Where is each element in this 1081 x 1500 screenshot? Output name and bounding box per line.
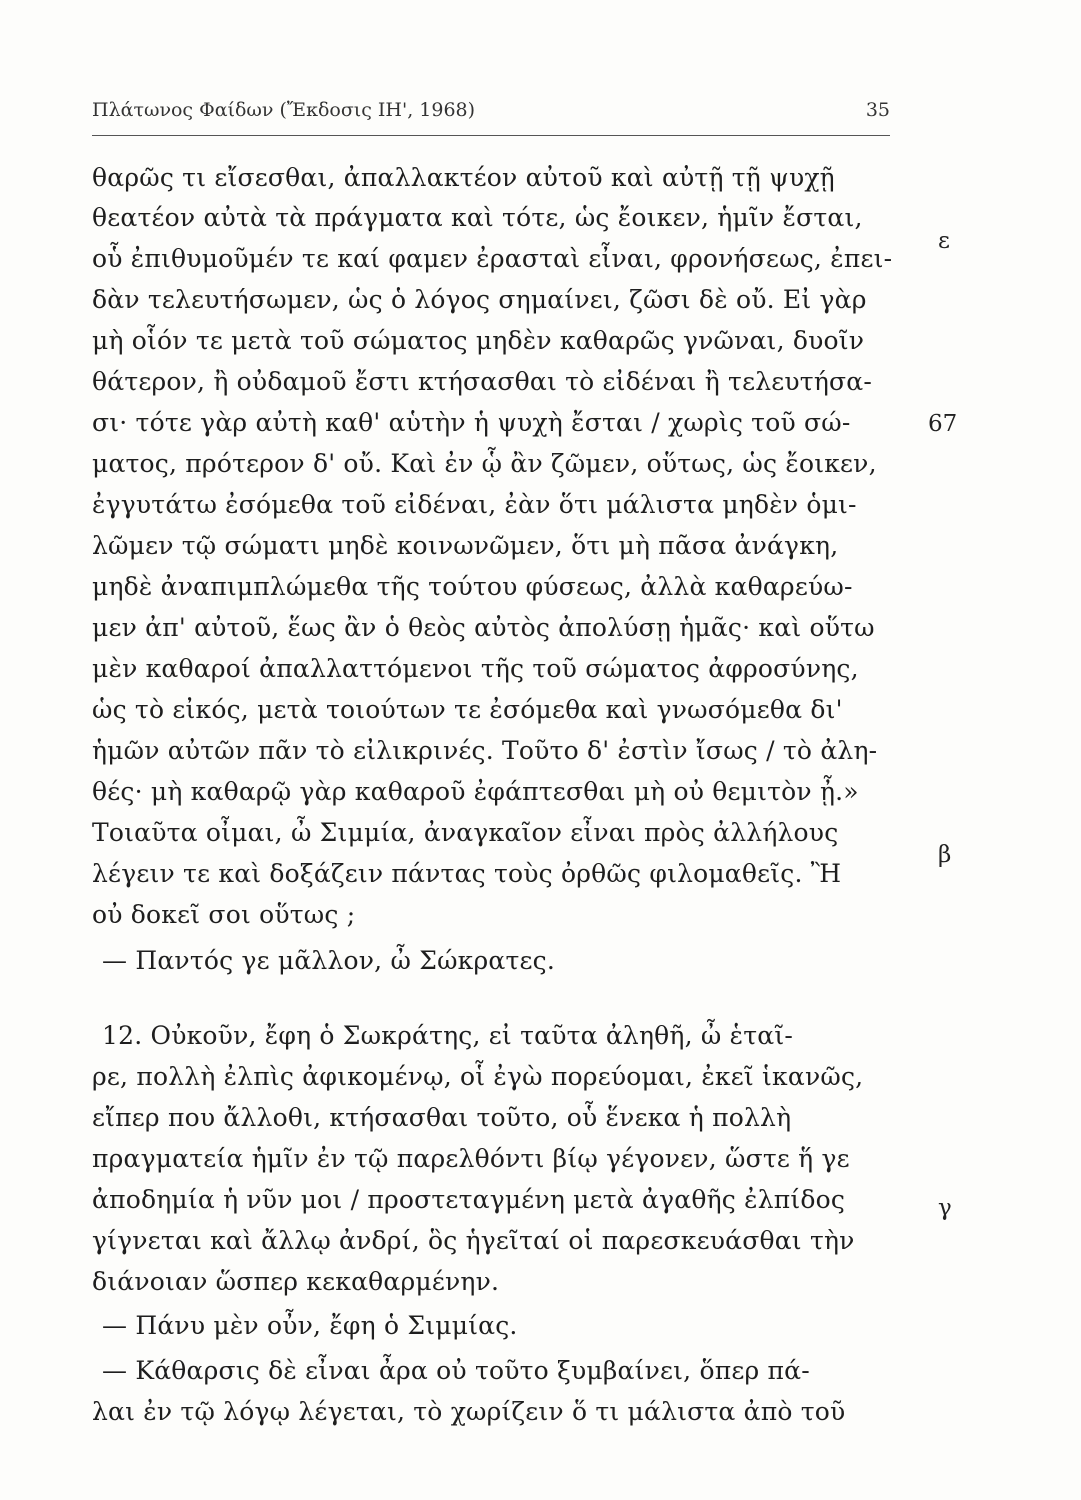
text-line: διάνοιαν ὥσπερ κεκαθαρμένην. <box>92 1267 500 1296</box>
dialogue-line: — Παντός γε μᾶλλον, ὦ Σώκρατες. <box>102 946 555 975</box>
text-line: θεατέον αὐτὰ τὰ πράγματα καὶ τότε, ὡς ἔοικεν, ἡμῖν ἔσται, <box>92 203 863 232</box>
dialogue-line: — Πάνυ μὲν οὖν, ἔφη ὁ Σιμμίας. <box>102 1311 518 1340</box>
text-line: πραγματεία ἡμῖν ἐν τῷ παρελθόντι βίῳ γέγονεν, ὥστε ἥ γε <box>92 1144 850 1173</box>
text-line: ἡμῶν αὐτῶν πᾶν τὸ εἰλικρινές. Τοῦτο δ' ἐστὶν ἴσως / τὸ ἀλη- <box>92 736 878 765</box>
text-line: μὲν καθαροί ἀπαλλαττόμενοι τῆς τοῦ σώματος ἀφροσύνης, <box>92 654 859 683</box>
text-line: δὰν τελευτήσωμεν, ὡς ὁ λόγος σημαίνει, ζῶσι δὲ οὔ. Εἰ γὰρ <box>92 285 867 314</box>
text-line: ὡς τὸ εἰκός, μετὰ τοιούτων τε ἐσόμεθα καὶ γνωσόμεθα δι' <box>92 695 843 724</box>
margin-marker-b: β <box>938 842 952 868</box>
section-12-start: 12. Οὐκοῦν, ἔφη ὁ Σωκράτης, εἰ ταῦτα ἀληθῆ, ὦ ἑταῖ- <box>102 1021 793 1050</box>
text-line: μεν ἀπ' αὐτοῦ, ἕως ἂν ὁ θεὸς αὐτὸς ἀπολύσῃ ἡμᾶς· καὶ οὕτω <box>92 613 875 642</box>
text-line: μὴ οἷόν τε μετὰ τοῦ σώματος μηδὲν καθαρῶς γνῶναι, δυοῖν <box>92 326 865 355</box>
text-line: οὐ δοκεῖ σοι οὕτως ; <box>92 900 356 929</box>
running-header <box>92 95 890 136</box>
text-line: θάτερον, ἢ οὐδαμοῦ ἔστι κτήσασθαι τὸ εἰδέναι ἢ τελευτήσα- <box>92 367 873 396</box>
text-line: θαρῶς τι εἴσεσθαι, ἀπαλλακτέον αὐτοῦ καὶ αὐτῇ τῇ ψυχῇ <box>92 163 835 192</box>
text-line: ματος, πρότερον δ' οὔ. Καὶ ἐν ᾧ ἂν ζῶμεν, οὕτως, ὡς ἔοικεν, <box>92 449 877 478</box>
text-line: εἴπερ που ἄλλοθι, κτήσασθαι τοῦτο, οὗ ἕνεκα ἡ πολλὴ <box>92 1103 792 1132</box>
text-line: ἀποδημία ἡ νῦν μοι / προστεταγμένη μετὰ ἀγαθῆς ἐλπίδος <box>92 1185 846 1214</box>
text-line: ἐγγυτάτω ἐσόμεθα τοῦ εἰδέναι, ἐὰν ὅτι μάλιστα μηδὲν ὁμι- <box>92 490 857 519</box>
margin-marker-e: ε <box>938 228 950 254</box>
text-line: λέγειν τε καὶ δοξάζειν πάντας τοὺς ὀρθῶς φιλομαθεῖς. Ἢ <box>92 859 842 888</box>
text-line: μηδὲ ἀναπιμπλώμεθα τῆς τούτου φύσεως, ἀλλὰ καθαρεύω- <box>92 572 853 601</box>
text-line: λαι ἐν τῷ λόγῳ λέγεται, τὸ χωρίζειν ὅ τι μάλιστα ἀπὸ τοῦ <box>92 1397 846 1426</box>
dialogue-line: — Κάθαρσις δὲ εἶναι ἆρα οὐ τοῦτο ξυμβαίνει, ὅπερ πά- <box>102 1356 810 1385</box>
margin-page-67: 67 <box>928 411 958 437</box>
text-line: οὗ ἐπιθυμοῦμέν τε καί φαμεν ἐρασταὶ εἶναι, φρονήσεως, ἐπει- <box>92 244 893 273</box>
margin-marker-g: γ <box>938 1195 952 1221</box>
text-line: Τοιαῦτα οἶμαι, ὦ Σιμμία, ἀναγκαῖον εἶναι πρὸς ἀλλήλους <box>92 818 839 847</box>
text-line: θές· μὴ καθαρῷ γὰρ καθαροῦ ἐφάπτεσθαι μὴ οὐ θεμιτὸν ᾖ.» <box>92 777 859 806</box>
header-title: Πλάτωνος Φαίδων (Ἔκδοσις ΙΗ', 1968) <box>92 99 476 121</box>
page-number: 35 <box>865 99 890 121</box>
text-line: γίγνεται καὶ ἄλλῳ ἀνδρί, ὃς ἡγεῖταί οἱ παρεσκευάσθαι τὴν <box>92 1226 855 1255</box>
text-line: σι· τότε γὰρ αὐτὴ καθ' αὑτὴν ἡ ψυχὴ ἔσται / χωρὶς τοῦ σώ- <box>92 408 851 437</box>
text-line: ρε, πολλὴ ἐλπὶς ἀφικομένῳ, οἷ ἐγὼ πορεύομαι, ἐκεῖ ἱκανῶς, <box>92 1062 864 1091</box>
text-line: λῶμεν τῷ σώματι μηδὲ κοινωνῶμεν, ὅτι μὴ πᾶσα ἀνάγκη, <box>92 531 839 560</box>
